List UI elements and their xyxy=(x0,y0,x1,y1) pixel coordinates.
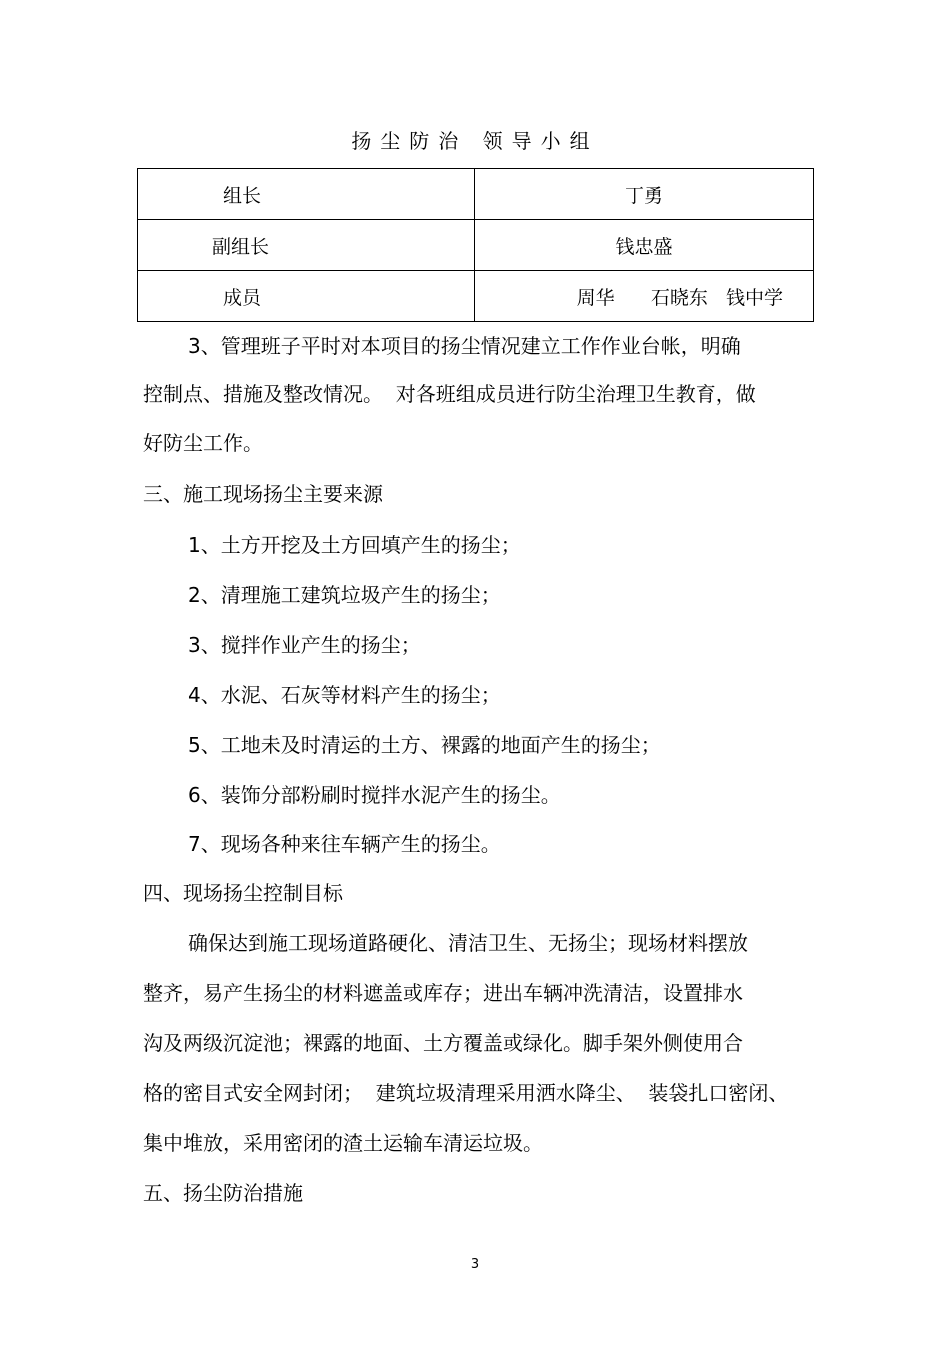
section-heading: 五、扬尘防治措施 xyxy=(143,1181,303,1205)
list-item: 7、现场各种来往车辆产生的扬尘。 xyxy=(188,832,501,856)
table-row xyxy=(138,220,814,271)
list-item: 6、装饰分部粉刷时搅拌水泥产生的扬尘。 xyxy=(188,783,561,807)
paragraph-line: 控制点、措施及整改情况。 对各班组成员进行防尘治理卫生教育，做 xyxy=(143,382,756,406)
leadership-group-table xyxy=(137,168,814,322)
role-label: 成员 xyxy=(223,286,262,309)
table-row xyxy=(138,271,814,322)
list-item: 3、搅拌作业产生的扬尘； xyxy=(188,633,421,657)
paragraph-line: 好防尘工作。 xyxy=(143,431,263,455)
role-label: 副组长 xyxy=(212,235,270,258)
role-cell xyxy=(138,169,475,220)
name-cell: 丁勇 xyxy=(475,169,814,220)
role-label: 组长 xyxy=(223,184,262,207)
page-number: 3 xyxy=(470,1257,480,1272)
section-heading: 三、施工现场扬尘主要来源 xyxy=(143,482,383,506)
list-item: 1、土方开挖及土方回填产生的扬尘； xyxy=(188,533,521,557)
members-names: 周华 石晓东 钱中学 xyxy=(576,286,783,309)
paragraph-line: 格的密目式安全网封闭； 建筑垃圾清理采用洒水降尘、 装袋扎口密闭、 xyxy=(143,1081,789,1105)
paragraph-line: 确保达到施工现场道路硬化、清洁卫生、无扬尘；现场材料摆放 xyxy=(188,931,748,955)
name-cell xyxy=(475,271,814,322)
list-item: 2、清理施工建筑垃圾产生的扬尘； xyxy=(188,583,501,607)
list-item: 4、水泥、石灰等材料产生的扬尘； xyxy=(188,683,501,707)
name-cell: 钱忠盛 xyxy=(475,220,814,271)
list-item: 5、工地未及时清运的土方、裸露的地面产生的扬尘； xyxy=(188,733,661,757)
role-cell xyxy=(138,271,475,322)
table-row xyxy=(138,169,814,220)
paragraph-line: 集中堆放，采用密闭的渣土运输车清运垃圾。 xyxy=(143,1131,543,1155)
table-title: 扬尘防治 领导小组 xyxy=(351,129,599,153)
section-heading: 四、现场扬尘控制目标 xyxy=(143,881,343,905)
role-cell xyxy=(138,220,475,271)
paragraph-line: 3、管理班子平时对本项目的扬尘情况建立工作作业台帐，明确 xyxy=(188,334,741,358)
paragraph-line: 沟及两级沉淀池；裸露的地面、土方覆盖或绿化。脚手架外侧使用合 xyxy=(143,1031,743,1055)
paragraph-line: 整齐，易产生扬尘的材料遮盖或库存；进出车辆冲洗清洁，设置排水 xyxy=(143,981,743,1005)
